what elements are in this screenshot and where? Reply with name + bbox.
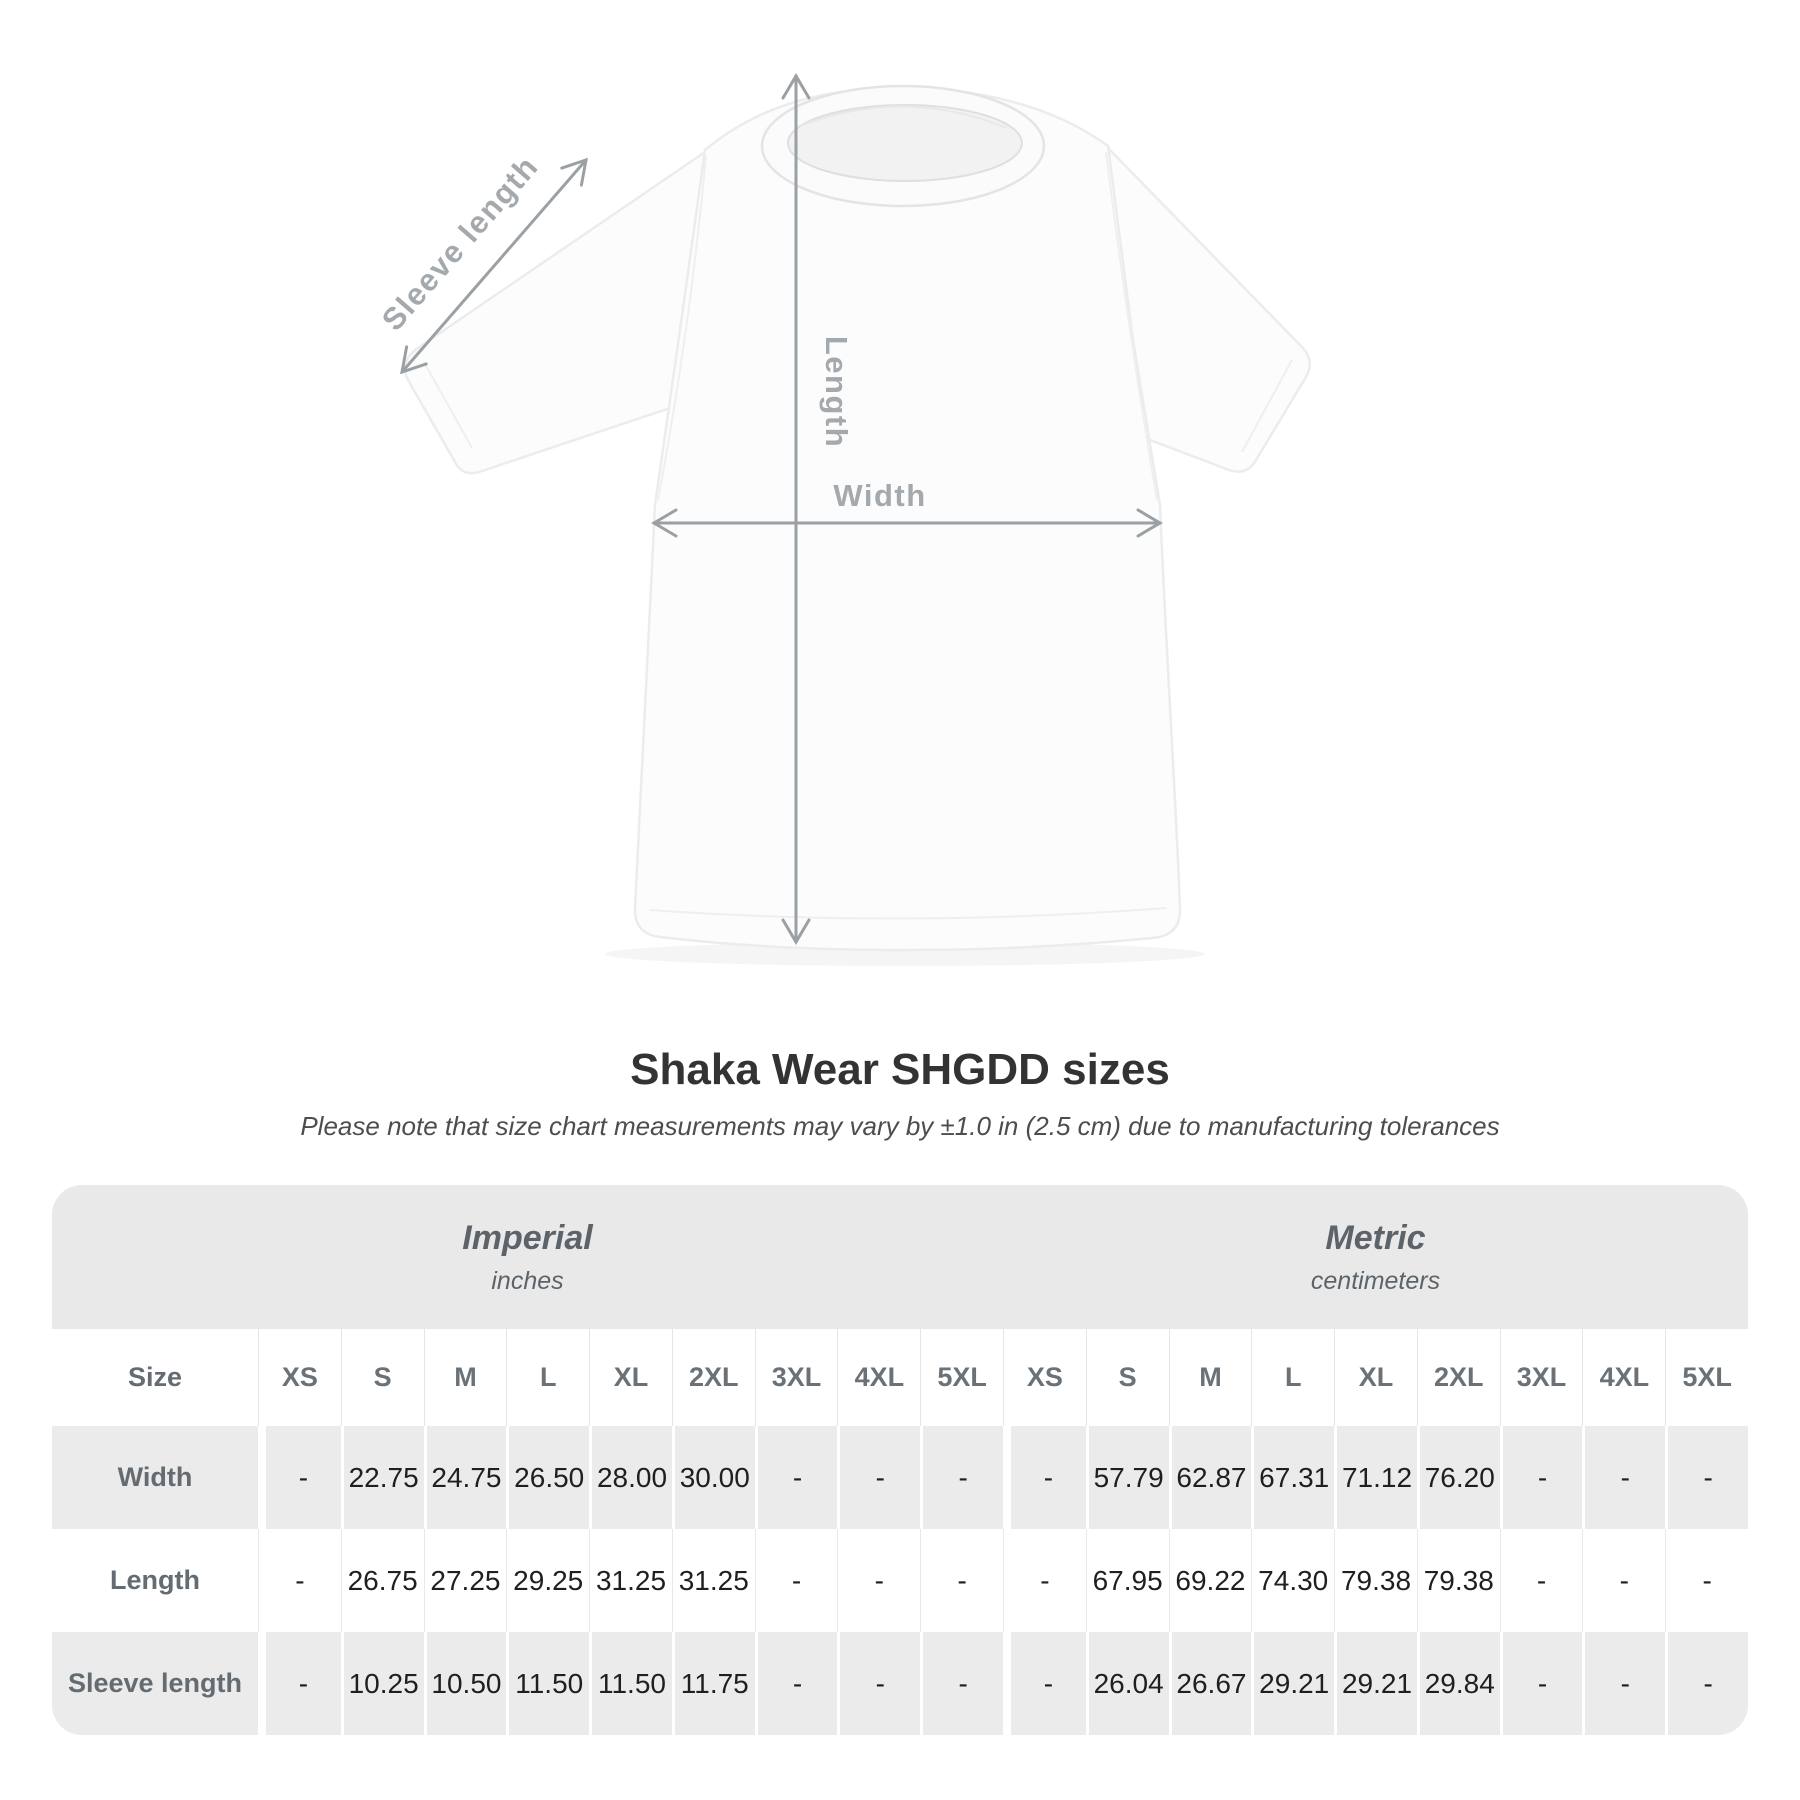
imperial-unit: inches	[491, 1266, 564, 1295]
measurement-grid	[52, 1329, 1748, 1735]
cell-metric-s: 26.04	[1086, 1632, 1169, 1735]
cell-imperial-m: 10.50	[424, 1632, 507, 1735]
width-label: Width	[833, 478, 927, 513]
cell-imperial-m: 24.75	[424, 1426, 507, 1529]
cell-metric-4xl: -	[1582, 1529, 1665, 1632]
size-table	[52, 1185, 1748, 1735]
cell-imperial-5xl: -	[920, 1632, 1003, 1735]
cell-imperial-xl: 28.00	[589, 1426, 672, 1529]
cell-metric-5xl: -	[1665, 1426, 1748, 1529]
size-header-imperial-2xl: 2XL	[672, 1329, 755, 1426]
size-header-metric-m: M	[1169, 1329, 1252, 1426]
cell-imperial-2xl: 11.75	[672, 1632, 755, 1735]
cell-imperial-2xl: 31.25	[672, 1529, 755, 1632]
cell-imperial-xs: -	[258, 1529, 341, 1632]
cell-metric-3xl: -	[1500, 1426, 1583, 1529]
cell-imperial-xl: 31.25	[589, 1529, 672, 1632]
row-label: Width	[52, 1426, 258, 1529]
cell-imperial-l: 29.25	[506, 1529, 589, 1632]
imperial-title: Imperial	[462, 1218, 593, 1257]
measurement-row-length	[52, 1529, 1748, 1632]
cell-metric-5xl: -	[1665, 1529, 1748, 1632]
cell-imperial-5xl: -	[920, 1529, 1003, 1632]
size-header-metric-xs: XS	[1003, 1329, 1086, 1426]
cell-imperial-s: 26.75	[341, 1529, 424, 1632]
cell-metric-m: 26.67	[1169, 1632, 1252, 1735]
measurement-row-width	[52, 1426, 1748, 1529]
size-header-imperial-3xl: 3XL	[755, 1329, 838, 1426]
metric-title: Metric	[1325, 1218, 1426, 1257]
cell-metric-xl: 29.21	[1334, 1632, 1417, 1735]
size-header-metric-s: S	[1086, 1329, 1169, 1426]
cell-imperial-3xl: -	[755, 1632, 838, 1735]
page-title: Shaka Wear SHGDD sizes	[630, 1045, 1170, 1094]
size-header-imperial-m: M	[424, 1329, 507, 1426]
cell-imperial-3xl: -	[755, 1529, 838, 1632]
cell-imperial-l: 26.50	[506, 1426, 589, 1529]
cell-imperial-xs: -	[258, 1632, 341, 1735]
size-header-imperial-l: L	[506, 1329, 589, 1426]
cell-metric-5xl: -	[1665, 1632, 1748, 1735]
cell-metric-l: 74.30	[1251, 1529, 1334, 1632]
imperial-section-header	[52, 1185, 1003, 1329]
size-header-imperial-4xl: 4XL	[837, 1329, 920, 1426]
caption	[0, 1045, 1800, 1143]
metric-section-header	[1003, 1185, 1748, 1329]
cell-imperial-xl: 11.50	[589, 1632, 672, 1735]
size-header-metric-3xl: 3XL	[1500, 1329, 1583, 1426]
cell-metric-s: 57.79	[1086, 1426, 1169, 1529]
cell-imperial-3xl: -	[755, 1426, 838, 1529]
cell-metric-m: 62.87	[1169, 1426, 1252, 1529]
size-header-imperial-xs: XS	[258, 1329, 341, 1426]
cell-metric-4xl: -	[1582, 1426, 1665, 1529]
cell-metric-4xl: -	[1582, 1632, 1665, 1735]
cell-imperial-m: 27.25	[424, 1529, 507, 1632]
cell-metric-xs: -	[1003, 1529, 1086, 1632]
size-header-metric-2xl: 2XL	[1417, 1329, 1500, 1426]
cell-imperial-s: 22.75	[341, 1426, 424, 1529]
size-header-metric-5xl: 5XL	[1665, 1329, 1748, 1426]
units-header-row	[52, 1185, 1748, 1329]
cell-imperial-s: 10.25	[341, 1632, 424, 1735]
cell-metric-xs: -	[1003, 1632, 1086, 1735]
tolerance-note: Please note that size chart measurements may vary by ±1.0 in (2.5 cm) due to manufacturing tolerances	[300, 1111, 1500, 1141]
row-label: Length	[52, 1529, 258, 1632]
size-column-label: Size	[127, 1362, 183, 1392]
cell-metric-2xl: 79.38	[1417, 1529, 1500, 1632]
cell-metric-2xl: 29.84	[1417, 1632, 1500, 1735]
cell-metric-xl: 79.38	[1334, 1529, 1417, 1632]
size-header-imperial-5xl: 5XL	[920, 1329, 1003, 1426]
size-header-metric-xl: XL	[1334, 1329, 1417, 1426]
tshirt-body	[635, 88, 1180, 950]
cell-metric-xl: 71.12	[1334, 1426, 1417, 1529]
cell-metric-s: 67.95	[1086, 1529, 1169, 1632]
cell-imperial-4xl: -	[837, 1529, 920, 1632]
size-header-imperial-s: S	[341, 1329, 424, 1426]
sleeve-length-label: Sleeve length	[374, 148, 546, 338]
row-label: Sleeve length	[52, 1632, 258, 1735]
cell-imperial-2xl: 30.00	[672, 1426, 755, 1529]
cell-metric-2xl: 76.20	[1417, 1426, 1500, 1529]
cell-imperial-4xl: -	[837, 1632, 920, 1735]
cell-metric-l: 67.31	[1251, 1426, 1334, 1529]
length-label: Length	[819, 335, 854, 449]
cell-metric-m: 69.22	[1169, 1529, 1252, 1632]
cell-metric-xs: -	[1003, 1426, 1086, 1529]
cell-metric-3xl: -	[1500, 1529, 1583, 1632]
metric-unit: centimeters	[1310, 1266, 1441, 1295]
tshirt-collar	[762, 86, 1044, 206]
cell-imperial-4xl: -	[837, 1426, 920, 1529]
measurement-row-sleeve-length	[52, 1632, 1748, 1735]
size-header-metric-l: L	[1251, 1329, 1334, 1426]
size-header-row	[52, 1329, 1748, 1426]
cell-metric-3xl: -	[1500, 1632, 1583, 1735]
cell-imperial-5xl: -	[920, 1426, 1003, 1529]
size-header-imperial-xl: XL	[589, 1329, 672, 1426]
cell-metric-l: 29.21	[1251, 1632, 1334, 1735]
cell-imperial-l: 11.50	[506, 1632, 589, 1735]
cell-imperial-xs: -	[258, 1426, 341, 1529]
size-header-metric-4xl: 4XL	[1582, 1329, 1665, 1426]
